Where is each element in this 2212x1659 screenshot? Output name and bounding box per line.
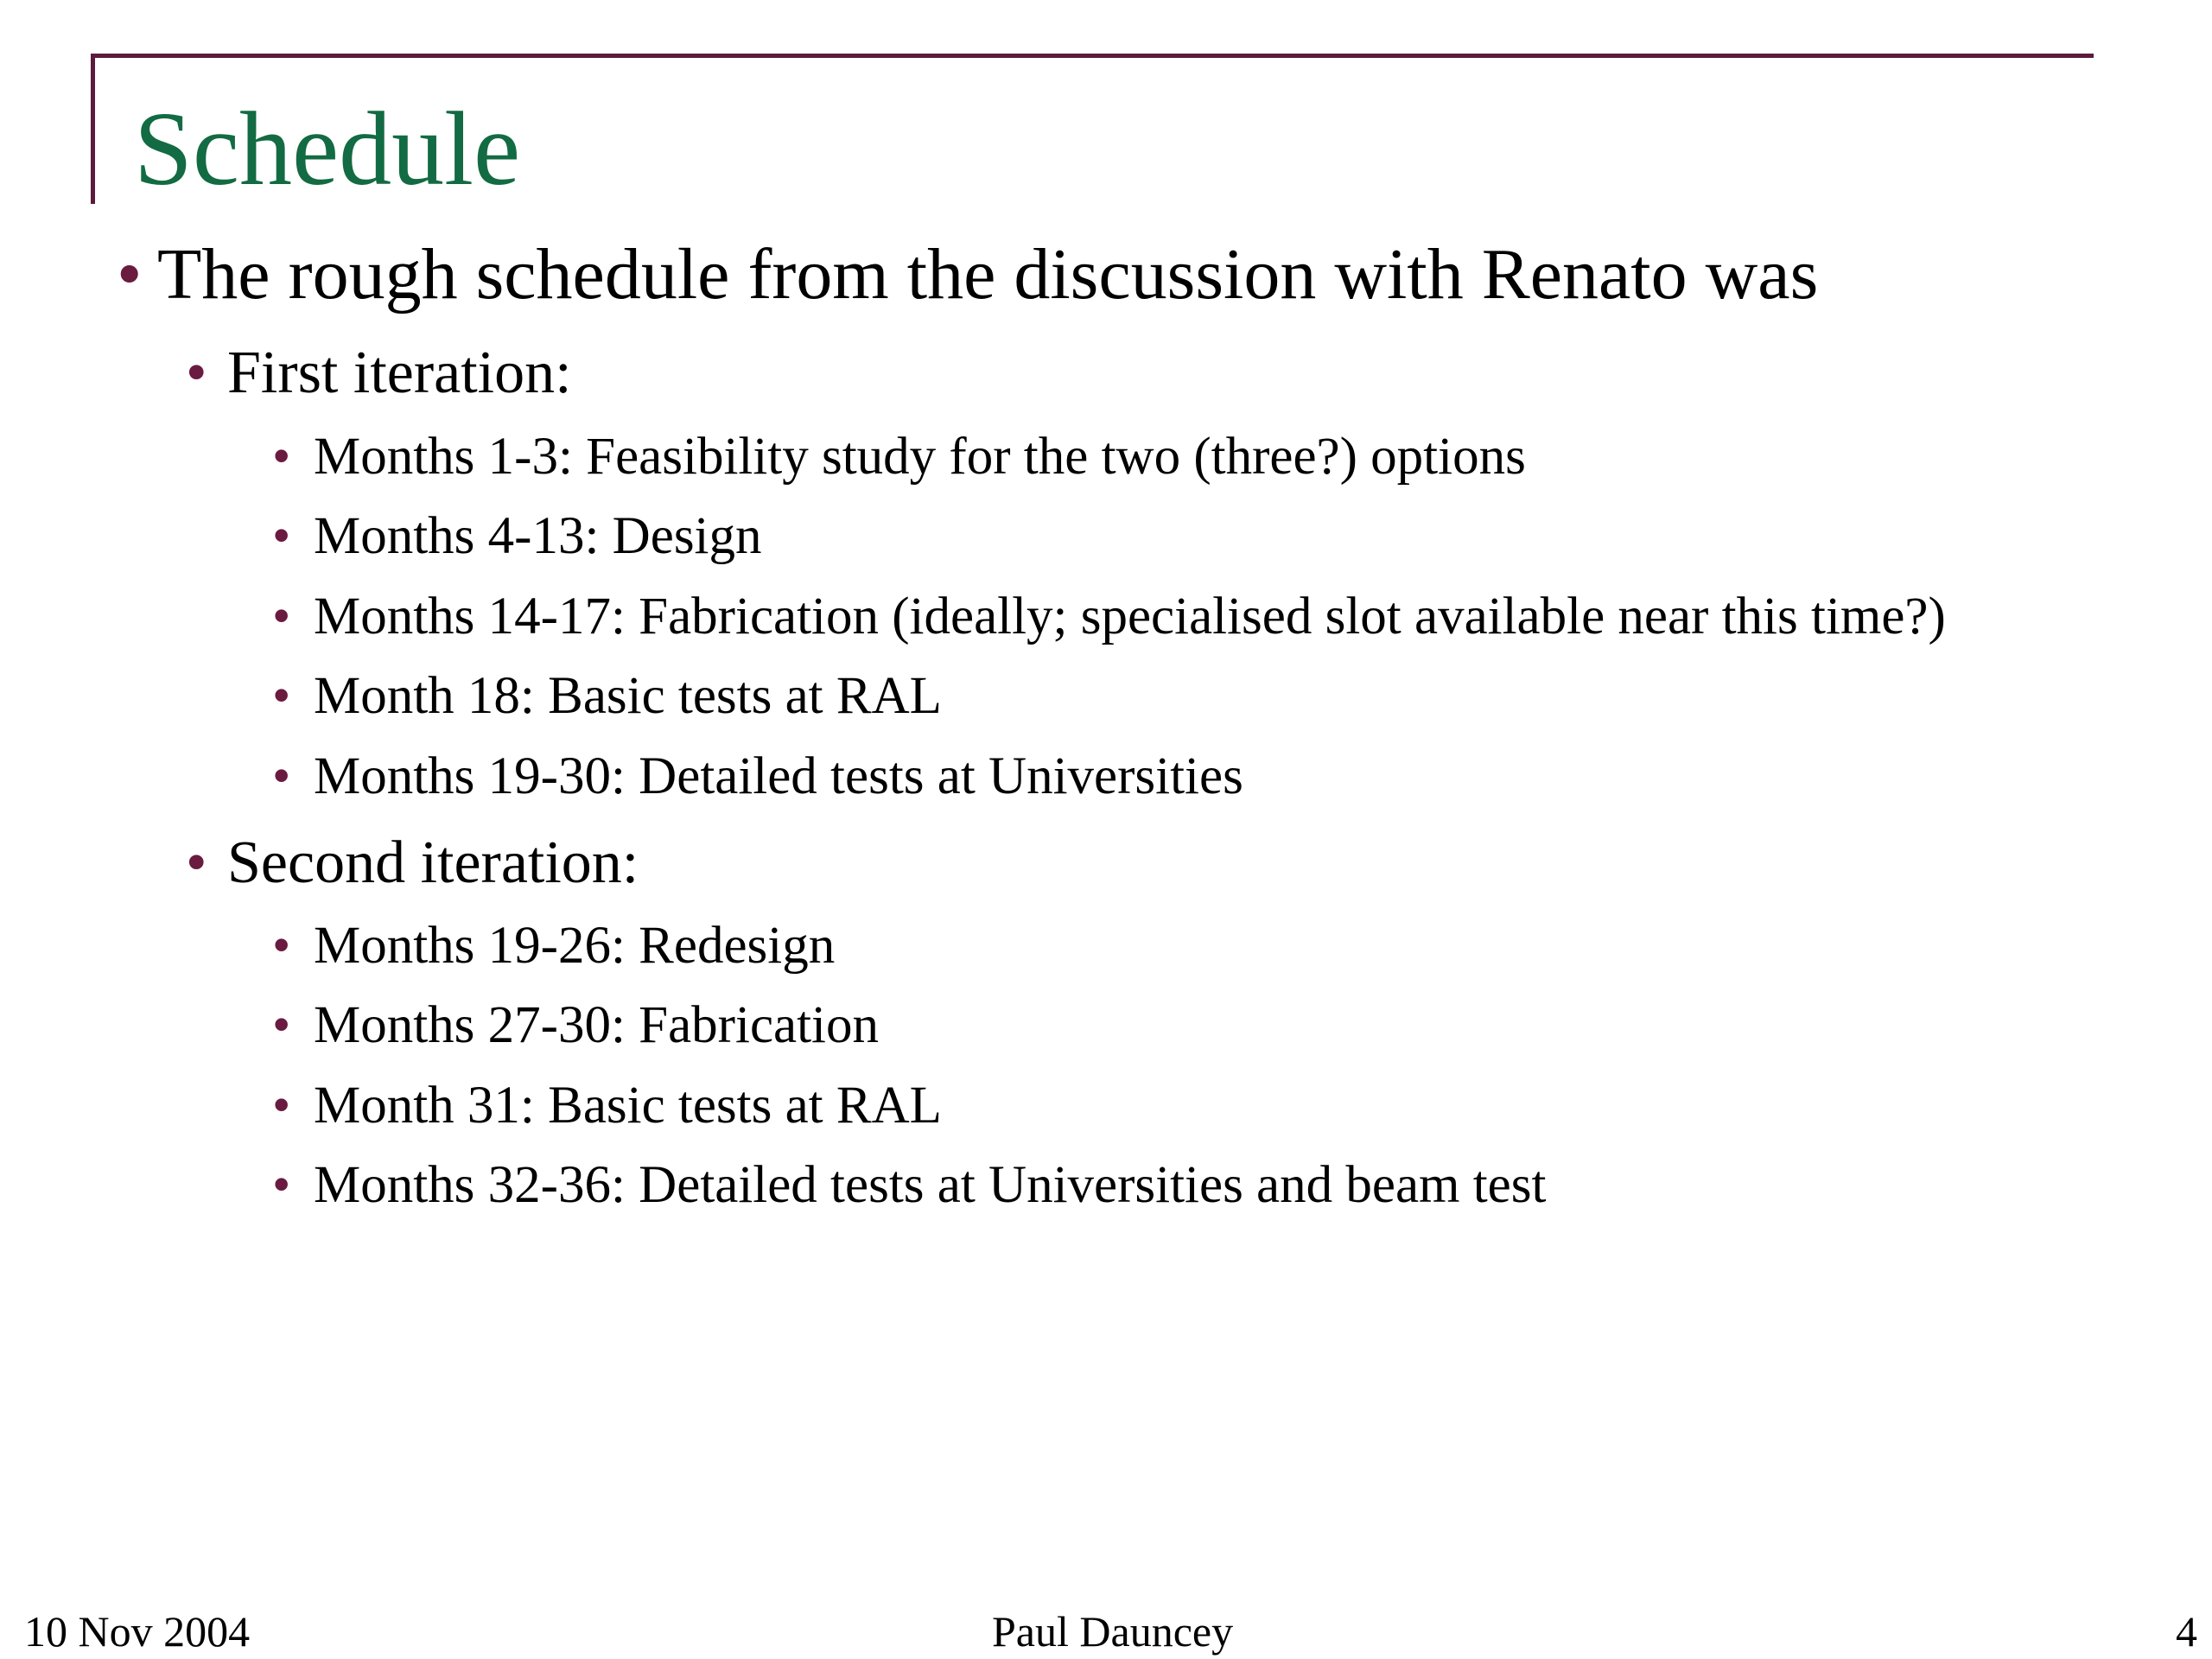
title-frame-left-rule [91,54,95,204]
bullet-dot: • [272,996,291,1054]
bullet-dot: • [272,588,291,645]
bullet-intro-text: The rough schedule from the discussion with Renato was [157,234,1819,315]
bullet-dot: • [272,1077,291,1135]
bullet-dot: • [186,830,207,896]
list-item-text: Month 18: Basic tests at RAL [314,667,942,725]
bullet-dot: • [272,428,291,486]
bullet-dot: • [272,667,291,725]
list-item-text: Months 4-13: Design [314,507,762,565]
footer-author: Paul Dauncey [992,1607,1234,1656]
list-item-text: Months 32-36: Detailed tests at Universities and beam test [314,1156,1547,1214]
footer-date: 10 Nov 2004 [24,1607,251,1656]
bullet-dot: • [186,340,207,406]
list-item-text: Months 14-17: Fabrication (ideally; specialised slot available near this time?) [314,588,1946,645]
second-iteration-label: Second iteration: [227,830,639,896]
list-item-text: Months 19-26: Redesign [314,917,836,975]
list-item-text: Months 19-30: Detailed tests at Universities [314,747,1243,805]
bullet-dot: • [117,234,143,315]
list-item-text: Months 1-3: Feasibility study for the two (three?) options [314,428,1526,486]
slide-title: Schedule [134,91,521,207]
first-iteration-label: First iteration: [227,340,572,406]
bullet-dot: • [272,747,291,805]
footer-page-number: 4 [2176,1607,2197,1656]
title-frame-top-rule [91,54,2094,58]
bullet-dot: • [272,917,291,975]
list-item-text: Months 27-30: Fabrication [314,996,879,1054]
list-item-text: Month 31: Basic tests at RAL [314,1077,942,1135]
bullet-dot: • [272,507,291,565]
bullet-dot: • [272,1156,291,1214]
